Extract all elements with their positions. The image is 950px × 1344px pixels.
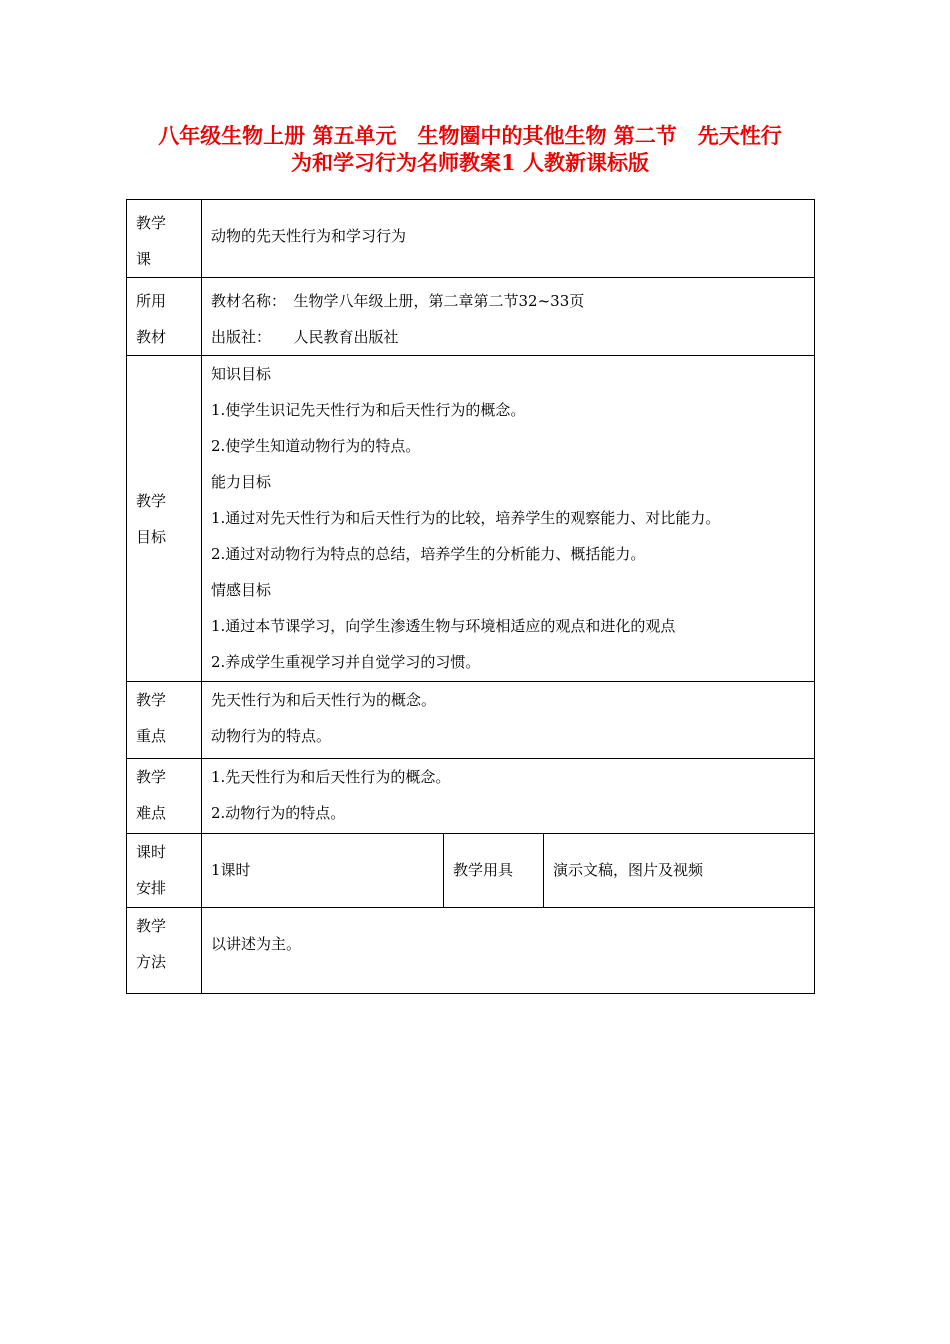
row-materials — [127, 278, 815, 356]
value-materials: 教材名称： 生物学八年级上册，第二章第二节32~33页 出版社： 人民教育出版社 — [202, 278, 815, 356]
label-tools: 教学用具 — [444, 834, 544, 908]
value-goals — [202, 356, 815, 682]
row-schedule — [127, 834, 815, 908]
goal-item: 2.养成学生重视学习并自觉学习的习惯。 — [211, 653, 481, 671]
label-goals: 教学 目标 — [127, 356, 202, 682]
value-course: 动物的先天性行为和学习行为 — [202, 200, 815, 278]
label-key-points: 教学 重点 — [127, 682, 202, 759]
value-difficulties: 1.先天性行为和后天性行为的概念。 2.动物行为的特点。 — [202, 759, 815, 834]
row-key-points — [127, 682, 815, 759]
value-schedule: 1课时 — [202, 834, 444, 908]
label-course: 教学 课 — [127, 200, 202, 278]
goal-item: 1.使学生识记先天性行为和后天性行为的概念。 — [211, 401, 526, 419]
row-goals — [127, 356, 815, 682]
goal-item: 1.通过本节课学习，向学生渗透生物与环境相适应的观点和进化的观点 — [211, 617, 676, 635]
value-tools: 演示文稿，图片及视频 — [544, 834, 815, 908]
value-key-points: 先天性行为和后天性行为的概念。 动物行为的特点。 — [202, 682, 815, 759]
goal-heading-knowledge: 知识目标 — [211, 365, 272, 383]
label-schedule: 课时 安排 — [127, 834, 202, 908]
title-line-2: 为和学习行为名师教案1 人教新课标版 — [291, 150, 649, 175]
goal-item: 2.通过对动物行为特点的总结，培养学生的分析能力、概括能力。 — [211, 545, 646, 563]
lesson-plan-table — [126, 199, 815, 994]
goal-item: 1.通过对先天性行为和后天性行为的比较，培养学生的观察能力、对比能力。 — [211, 509, 721, 527]
value-method: 以讲述为主。 — [202, 908, 815, 994]
title-line-1: 八年级生物上册 第五单元 生物圈中的其他生物 第二节 先天性行 — [158, 123, 782, 148]
row-difficulties — [127, 759, 815, 834]
row-method — [127, 908, 815, 994]
goal-heading-ability: 能力目标 — [211, 473, 272, 491]
row-course — [127, 200, 815, 278]
label-method: 教学 方法 — [127, 908, 202, 994]
goal-heading-emotion: 情感目标 — [211, 581, 272, 599]
label-difficulties: 教学 难点 — [127, 759, 202, 834]
goal-item: 2.使学生知道动物行为的特点。 — [211, 437, 421, 455]
label-materials: 所用 教材 — [127, 278, 202, 356]
document-title — [126, 122, 814, 176]
